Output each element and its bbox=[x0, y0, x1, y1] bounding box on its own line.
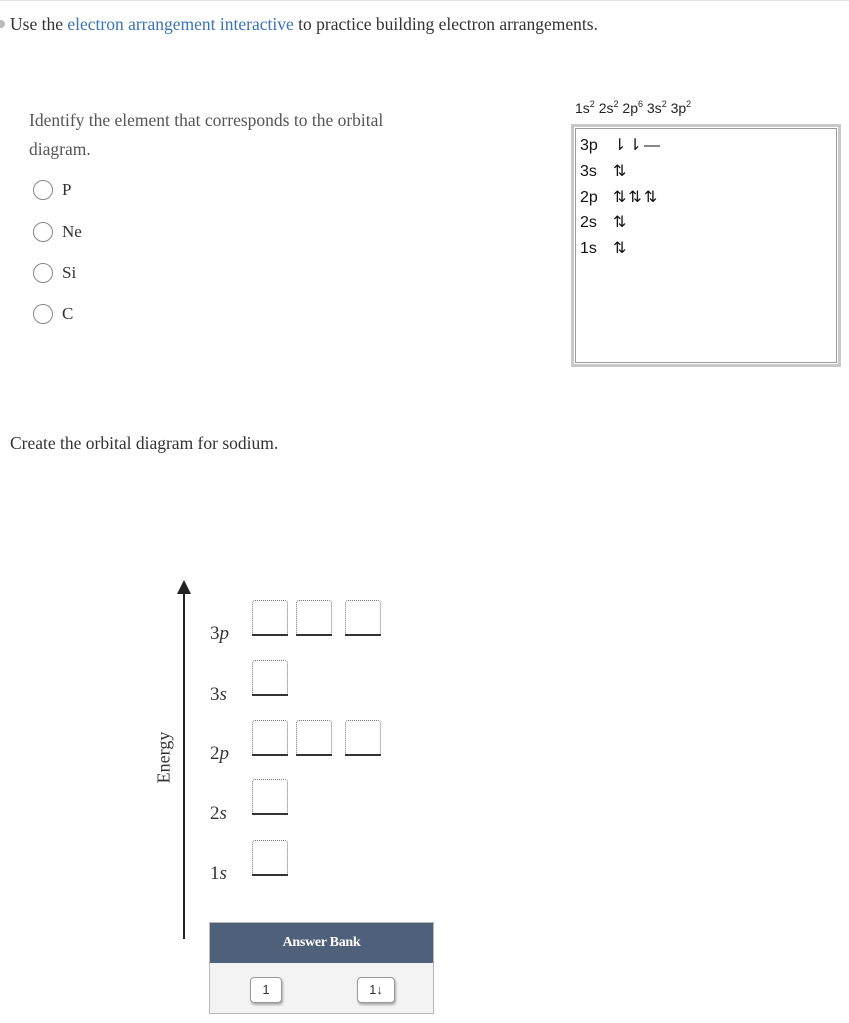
sublevel-label-3p: 3p bbox=[210, 623, 229, 644]
intro-text: Use the electron arrangement interactive to practice building electron arrangements. bbox=[10, 14, 598, 34]
question1-prompt: Identify the element that corresponds to the orbital diagram. bbox=[29, 110, 384, 159]
orbital-row: 2p ⇅⇅⇅ bbox=[580, 189, 660, 206]
tile-single-electron[interactable]: 1 bbox=[250, 977, 282, 1003]
sublevel-label-2s: 2s bbox=[210, 803, 227, 824]
radio-button[interactable] bbox=[33, 304, 53, 324]
answer-bank bbox=[209, 922, 434, 1014]
orbital-line bbox=[345, 754, 381, 756]
orbital-row: 2s ⇅ bbox=[580, 214, 629, 231]
sublevel-label-3s: 3s bbox=[210, 684, 227, 705]
option-label: Ne bbox=[62, 222, 82, 241]
orbital-line bbox=[345, 634, 381, 636]
orbital-line bbox=[296, 754, 332, 756]
drop-slot-1s[interactable] bbox=[252, 840, 288, 876]
electron-arrangement-link[interactable]: electron arrangement interactive bbox=[67, 14, 294, 34]
top-divider bbox=[0, 0, 849, 1]
orbital-line bbox=[252, 694, 288, 696]
sublevel-label-1s: 1s bbox=[210, 863, 227, 884]
orbital-line bbox=[252, 813, 288, 815]
radio-button[interactable] bbox=[33, 180, 53, 200]
orbital-diagram-figure bbox=[571, 124, 841, 367]
drop-slot-3p-2[interactable] bbox=[296, 600, 332, 636]
tile-electron-pair[interactable]: 1↓ bbox=[357, 977, 395, 1003]
drop-slot-3p-1[interactable] bbox=[252, 600, 288, 636]
option-label: Si bbox=[62, 263, 77, 282]
energy-axis bbox=[183, 590, 185, 939]
answer-bank-title: Answer Bank bbox=[210, 923, 433, 963]
radio-button[interactable] bbox=[33, 222, 53, 242]
option-label: C bbox=[62, 304, 74, 323]
orbital-row: 3p ⇂⇂— bbox=[580, 137, 662, 154]
option-c[interactable] bbox=[33, 302, 73, 326]
option-label: P bbox=[62, 180, 72, 199]
orbital-row: 3s ⇅ bbox=[580, 163, 629, 180]
drop-slot-3p-3[interactable] bbox=[345, 600, 381, 636]
drop-slot-2p-3[interactable] bbox=[345, 720, 381, 756]
orbital-line bbox=[252, 634, 288, 636]
option-p[interactable] bbox=[33, 178, 71, 202]
drop-slot-3s[interactable] bbox=[252, 660, 288, 696]
drop-slot-2p-1[interactable] bbox=[252, 720, 288, 756]
drop-slot-2s[interactable] bbox=[252, 779, 288, 815]
question2-prompt: Create the orbital diagram for sodium. bbox=[10, 433, 279, 453]
orbital-row: 1s ⇅ bbox=[580, 240, 629, 257]
answer-bank-body bbox=[210, 963, 433, 1013]
drop-slot-2p-2[interactable] bbox=[296, 720, 332, 756]
orbital-line bbox=[252, 754, 288, 756]
radio-button[interactable] bbox=[33, 263, 53, 283]
option-si[interactable] bbox=[33, 261, 76, 285]
step-marker bbox=[0, 20, 5, 28]
orbital-line bbox=[252, 874, 288, 876]
sublevel-label-2p: 2p bbox=[210, 743, 229, 764]
electron-configuration: $1s^2$ $2s^2$ $2p^6$ $3s^2$ $3p^2$ bbox=[575, 99, 692, 116]
option-ne[interactable] bbox=[33, 220, 82, 244]
energy-label: Energy bbox=[153, 731, 174, 784]
orbital-line bbox=[296, 634, 332, 636]
